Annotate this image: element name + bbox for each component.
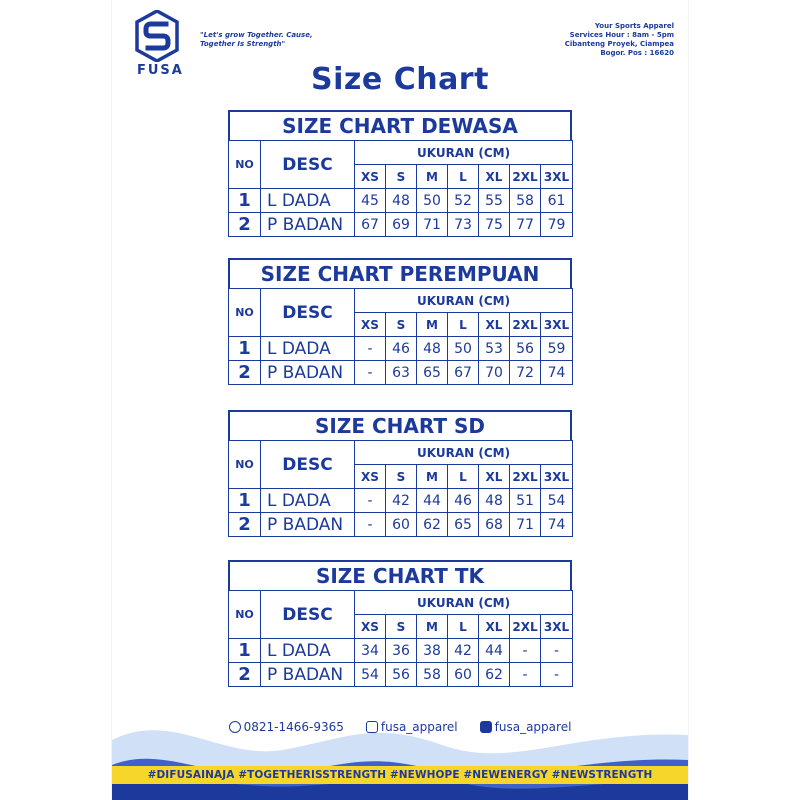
header-desc: DESC	[261, 591, 355, 639]
size-table	[228, 590, 573, 687]
header-no: NO	[229, 441, 261, 489]
measurement-cell: 68	[479, 513, 510, 537]
size-header-cell: 3XL	[541, 165, 573, 189]
size-header-cell: XL	[479, 165, 510, 189]
size-header-cell: S	[386, 165, 417, 189]
size-table-section	[228, 110, 572, 237]
row-number-cell: 2	[229, 213, 261, 237]
whatsapp-icon	[229, 721, 241, 733]
contact-info	[565, 22, 674, 58]
measurement-cell: 65	[448, 513, 479, 537]
instagram-handle: fusa_apparel	[380, 720, 458, 734]
row-desc-cell: P BADAN	[261, 663, 355, 687]
measurement-cell: 77	[510, 213, 541, 237]
size-table-title: SIZE CHART PEREMPUAN	[228, 258, 572, 288]
size-header-cell: XL	[479, 615, 510, 639]
size-header-cell: XL	[479, 465, 510, 489]
social-facebook[interactable]	[480, 720, 572, 734]
size-table-title: SIZE CHART SD	[228, 410, 572, 440]
measurement-cell: 55	[479, 189, 510, 213]
row-number-cell: 2	[229, 361, 261, 385]
measurement-cell: 74	[541, 361, 573, 385]
row-number-cell: 1	[229, 489, 261, 513]
row-number-cell: 2	[229, 513, 261, 537]
size-header-cell: 2XL	[510, 313, 541, 337]
contact-line-2: Services Hour : 8am - 5pm	[569, 31, 674, 39]
row-number-cell: 1	[229, 189, 261, 213]
contact-line-1: Your Sports Apparel	[594, 22, 674, 30]
measurement-cell: 69	[386, 213, 417, 237]
size-header-cell: 2XL	[510, 165, 541, 189]
size-header-cell: XS	[355, 465, 386, 489]
row-number-cell: 2	[229, 663, 261, 687]
size-header-cell: S	[386, 313, 417, 337]
size-header-cell: 3XL	[541, 465, 573, 489]
measurement-cell: 54	[541, 489, 573, 513]
measurement-cell: 46	[448, 489, 479, 513]
size-header-cell: 3XL	[541, 313, 573, 337]
table-row	[229, 189, 573, 213]
size-header-cell: XS	[355, 615, 386, 639]
size-table	[228, 440, 573, 537]
header-ukuran: UKURAN (CM)	[355, 441, 573, 465]
size-header-cell: M	[417, 313, 448, 337]
page-title: Size Chart	[311, 62, 489, 97]
measurement-cell: 42	[448, 639, 479, 663]
row-desc-cell: P BADAN	[261, 213, 355, 237]
header-desc: DESC	[261, 441, 355, 489]
table-header-row	[229, 141, 573, 165]
measurement-cell: 58	[417, 663, 448, 687]
facebook-handle: fusa_apparel	[494, 720, 572, 734]
social-instagram[interactable]	[366, 720, 458, 734]
fusa-logo-icon	[135, 10, 179, 62]
size-header-cell: 2XL	[510, 465, 541, 489]
table-row	[229, 337, 573, 361]
size-table-section	[228, 258, 572, 385]
measurement-cell: 34	[355, 639, 386, 663]
header-no: NO	[229, 591, 261, 639]
header-ukuran: UKURAN (CM)	[355, 141, 573, 165]
measurement-cell: -	[355, 361, 386, 385]
measurement-cell: -	[541, 663, 573, 687]
measurement-cell: 58	[510, 189, 541, 213]
measurement-cell: 61	[541, 189, 573, 213]
measurement-cell: 79	[541, 213, 573, 237]
measurement-cell: 50	[448, 337, 479, 361]
measurement-cell: 44	[479, 639, 510, 663]
size-header-cell: L	[448, 465, 479, 489]
size-header-cell: XL	[479, 313, 510, 337]
measurement-cell: -	[510, 639, 541, 663]
measurement-cell: 53	[479, 337, 510, 361]
table-row	[229, 639, 573, 663]
instagram-icon	[366, 721, 378, 733]
size-header-cell: M	[417, 165, 448, 189]
measurement-cell: 56	[386, 663, 417, 687]
header-no: NO	[229, 289, 261, 337]
measurement-cell: 60	[448, 663, 479, 687]
measurement-cell: 44	[417, 489, 448, 513]
measurement-cell: 73	[448, 213, 479, 237]
size-header-cell: L	[448, 615, 479, 639]
table-header-row	[229, 441, 573, 465]
size-header-cell: XS	[355, 165, 386, 189]
header-no: NO	[229, 141, 261, 189]
contact-line-3: Cibanteng Proyek, Ciampea	[564, 40, 674, 48]
size-header-cell: S	[386, 465, 417, 489]
measurement-cell: 67	[448, 361, 479, 385]
size-header-cell: L	[448, 165, 479, 189]
brand-tagline	[200, 31, 313, 49]
table-row	[229, 513, 573, 537]
table-header-row	[229, 591, 573, 615]
header-ukuran: UKURAN (CM)	[355, 289, 573, 313]
whatsapp-number: 0821-1466-9365	[243, 720, 344, 734]
measurement-cell: 51	[510, 489, 541, 513]
brand-name: FUSA	[137, 63, 184, 78]
row-desc-cell: P BADAN	[261, 513, 355, 537]
measurement-cell: 52	[448, 189, 479, 213]
size-header-cell: M	[417, 465, 448, 489]
measurement-cell: 38	[417, 639, 448, 663]
social-whatsapp[interactable]	[229, 720, 344, 734]
row-desc-cell: L DADA	[261, 489, 355, 513]
header-desc: DESC	[261, 141, 355, 189]
header-ukuran: UKURAN (CM)	[355, 591, 573, 615]
social-links	[112, 720, 688, 734]
measurement-cell: 60	[386, 513, 417, 537]
measurement-cell: 65	[417, 361, 448, 385]
size-header-cell: S	[386, 615, 417, 639]
measurement-cell: -	[355, 513, 386, 537]
row-desc-cell: P BADAN	[261, 361, 355, 385]
measurement-cell: 48	[479, 489, 510, 513]
size-table-title: SIZE CHART DEWASA	[228, 110, 572, 140]
size-table-title: SIZE CHART TK	[228, 560, 572, 590]
size-header-cell: L	[448, 313, 479, 337]
tagline-line-2: Together Is Strength"	[200, 40, 286, 48]
size-table-section	[228, 410, 572, 537]
size-header-cell: 3XL	[541, 615, 573, 639]
measurement-cell: 36	[386, 639, 417, 663]
measurement-cell: 70	[479, 361, 510, 385]
table-row	[229, 489, 573, 513]
measurement-cell: -	[510, 663, 541, 687]
measurement-cell: 45	[355, 189, 386, 213]
size-header-cell: XS	[355, 313, 386, 337]
measurement-cell: -	[355, 337, 386, 361]
measurement-cell: 62	[479, 663, 510, 687]
measurement-cell: 71	[510, 513, 541, 537]
row-desc-cell: L DADA	[261, 189, 355, 213]
measurement-cell: 48	[386, 189, 417, 213]
table-row	[229, 361, 573, 385]
size-chart-poster	[112, 0, 688, 800]
measurement-cell: 54	[355, 663, 386, 687]
measurement-cell: -	[355, 489, 386, 513]
tagline-line-1: "Let's grow Together. Cause,	[200, 31, 313, 39]
table-header-row	[229, 289, 573, 313]
measurement-cell: 46	[386, 337, 417, 361]
measurement-cell: 42	[386, 489, 417, 513]
header-desc: DESC	[261, 289, 355, 337]
row-desc-cell: L DADA	[261, 337, 355, 361]
table-row	[229, 213, 573, 237]
row-number-cell: 1	[229, 337, 261, 361]
size-header-cell: 2XL	[510, 615, 541, 639]
size-table	[228, 140, 573, 237]
measurement-cell: 74	[541, 513, 573, 537]
contact-line-4: Bogor. Pos : 16620	[600, 49, 674, 57]
measurement-cell: 48	[417, 337, 448, 361]
size-table-section	[228, 560, 572, 687]
measurement-cell: 62	[417, 513, 448, 537]
measurement-cell: 59	[541, 337, 573, 361]
measurement-cell: 75	[479, 213, 510, 237]
measurement-cell: 72	[510, 361, 541, 385]
measurement-cell: 71	[417, 213, 448, 237]
measurement-cell: 50	[417, 189, 448, 213]
size-table	[228, 288, 573, 385]
measurement-cell: 63	[386, 361, 417, 385]
row-number-cell: 1	[229, 639, 261, 663]
facebook-icon	[480, 721, 492, 733]
measurement-cell: 56	[510, 337, 541, 361]
measurement-cell: 67	[355, 213, 386, 237]
hashtag-banner: #DIFUSAINAJA #TOGETHERISSTRENGTH #NEWHOPE #NEWENERGY #NEWSTRENGTH	[112, 766, 688, 784]
row-desc-cell: L DADA	[261, 639, 355, 663]
table-row	[229, 663, 573, 687]
measurement-cell: -	[541, 639, 573, 663]
size-header-cell: M	[417, 615, 448, 639]
